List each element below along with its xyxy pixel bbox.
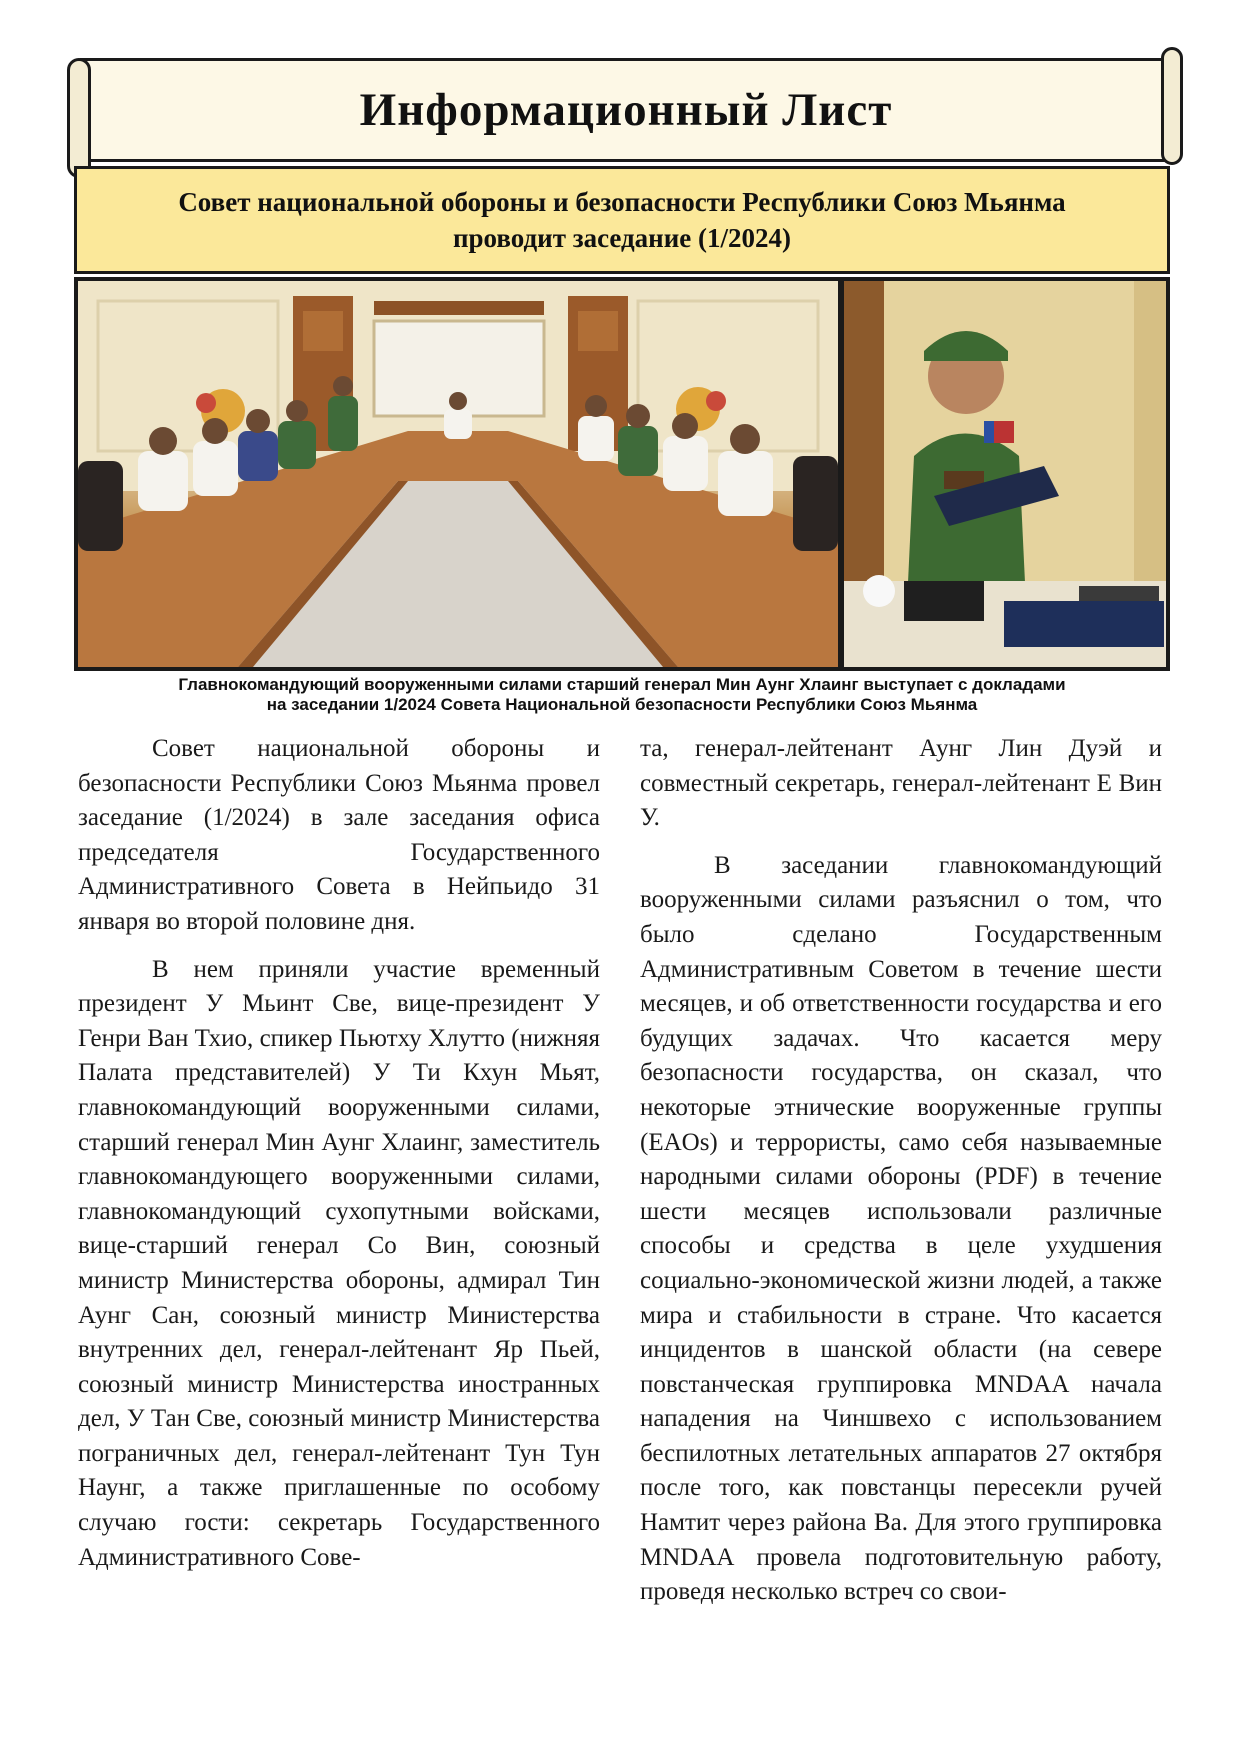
- headline-line-1: Совет национальной обороны и безопасности Республики Союз Мьянма: [178, 187, 1066, 217]
- paragraph: Совет национальной обороны и безопасности Республики Союз Мьянма провел заседание (1/2024) в зале заседания офиса председателя Государственного Административного Совета в Нейпьидо 31 января во второй половине дня.: [78, 735, 600, 935]
- photo-strip: [74, 277, 1170, 671]
- left-column: [78, 732, 600, 1588]
- photo-caption: [74, 675, 1170, 715]
- headline-line-2: проводит заседание (1/2024): [452, 223, 792, 253]
- headline-box: [74, 166, 1170, 274]
- right-column: [640, 732, 1162, 1623]
- page-title: Информационный Лист: [359, 84, 893, 136]
- paragraph: В нем приняли участие временный президент У Мьинт Све, вице-президент У Генри Ван Тхио, спикер Пьютху Хлутто (нижняя Палата представителей) У Ти Кхун Мьят, главнокомандующий вооруженными силами, старший генерал Мин Аунг Хлаинг, заместитель главнокомандующего вооруженными силами, главнокомандующий сухопутными войсками, вице-старший генерал Со Вин, союзный министр Министерства обороны, адмирал Тин Аунг Сан, союзный министр Министерства внутренних дел, генерал-лейтенант Яр Пьей, союзный министр Министерства иностранных дел, У Тан Све, союзный министр Министерства пограничных дел, генерал-лейтенант Тун Тун Наунг, а также приглашенные по особому случаю гости: секретарь Государственного Административного Сове-: [78, 955, 600, 1571]
- speaker-photo: [844, 281, 1166, 667]
- scroll-curl-right: [1161, 47, 1183, 165]
- title-banner: [80, 58, 1172, 162]
- paragraph: В заседании главнокомандующий вооруженными силами разъяснил о том, что было сделано Государственным Административным Советом в течение шести месяцев, и об ответственности государства и его будущих задачах. Что касается меру безопасности государства, он сказал, что некоторые этнические вооруженные группы (EAOs) и террористы, само себя называемные народными силами обороны (PDF) в течение шести месяцев использовали различные способы и средства в целе ухудшения социально-экономической жизни людей, а также мира и стабильности в стране. Что касается инцидентов в шанской области (на севере повстанческая группировка MNDAA начала нападения на Чиншвехо с использованием беспилотных летательных аппаратов 27 октября после того, как повстанцы пересекли ручей Намтит через района Ва. Для этого группировка MNDAA провела подготовительную работу, проведя несколько встреч со свои-: [640, 851, 1162, 1606]
- paragraph-continuation: та, генерал-лейтенант Аунг Лин Дуэй и совместный секретарь, генерал-лейтенант Е Вин У.: [640, 735, 1162, 832]
- caption-line-1: Главнокомандующий вооруженными силами старший генерал Мин Аунг Хлаинг выступает с докладами: [178, 675, 1066, 694]
- meeting-room-photo: [78, 281, 838, 667]
- caption-line-2: на заседании 1/2024 Совета Национальной безопасности Республики Союз Мьянма: [266, 695, 978, 714]
- scroll-curl-left: [67, 58, 91, 178]
